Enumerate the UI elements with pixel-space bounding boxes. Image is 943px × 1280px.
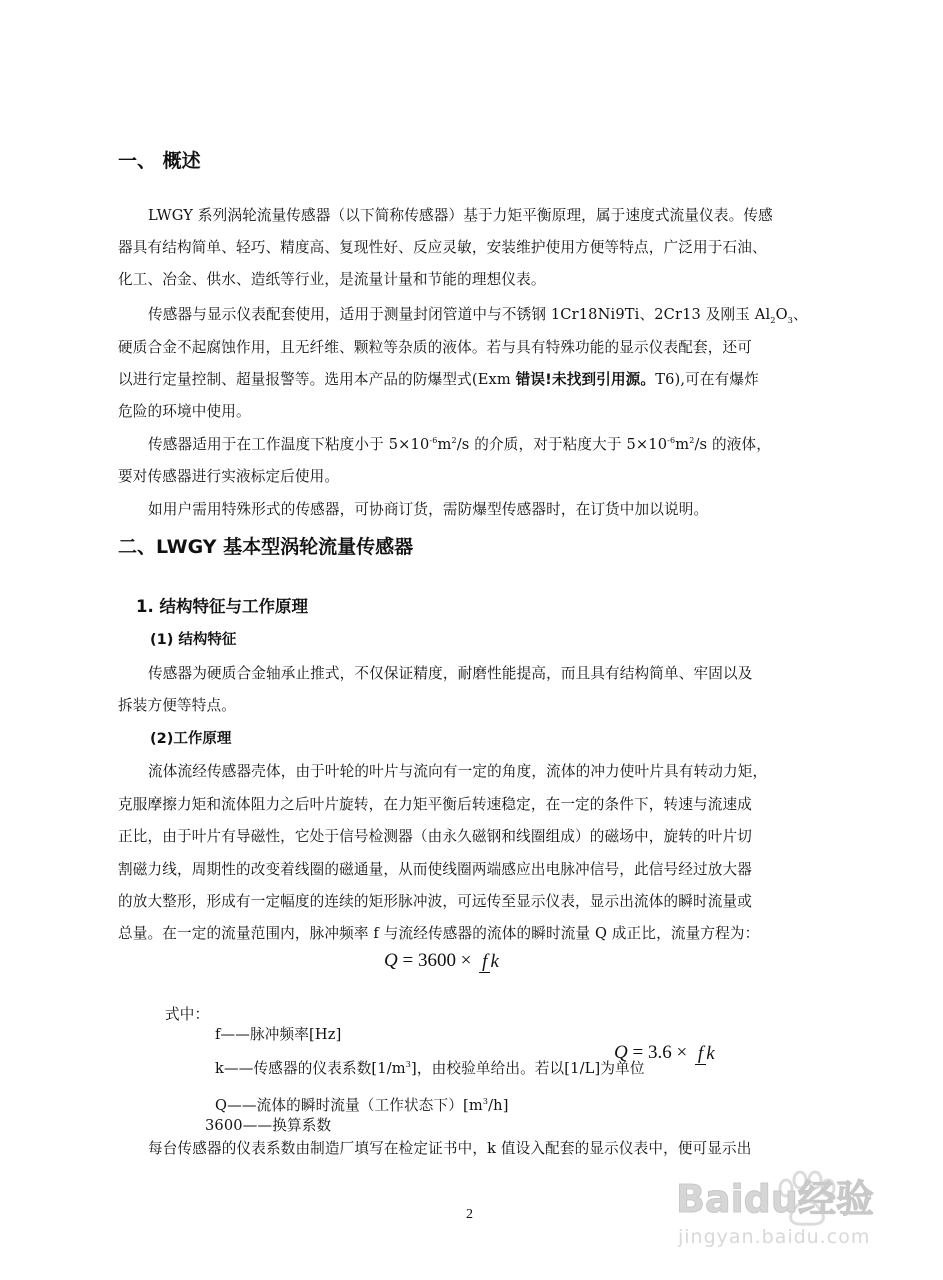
para-structure-line-1: 传感器为硬质合金轴承止推式，不仅保证精度，耐磨性能提高，而且具有结构简单、牢固以及	[148, 665, 753, 682]
where-label: 式中：	[165, 1006, 210, 1023]
reference-error-text: 错误!未找到引用源。	[515, 371, 656, 388]
para-viscosity-line-2: 要对传感器进行实液标定后使用。	[118, 468, 340, 485]
para-principle-line-4: 割磁力线，周期性的改变着线圈的磁通量，从而使线圈两端感应出电脉冲信号，此信号经过放大器	[118, 861, 752, 878]
para-overview-line-3: 化工、冶金、供水、造纸等行业，是流量计量和节能的理想仪表。	[118, 271, 546, 288]
para-principle-line-6: 总量。在一定的流量范围内，脉冲频率 f 与流经传感器的流体的瞬时流量 Q 成正比，流量方程为：	[118, 925, 760, 942]
section-1-heading: 一、 概述	[118, 150, 201, 172]
para-principle-line-1: 流体流经传感器壳体，由于叶轮的叶片与流向有一定的角度，流体的冲力使叶片具有转动力矩，	[148, 763, 768, 780]
para-application-line-4: 危险的环境中使用。	[118, 403, 251, 420]
para-principle-line-2: 克服摩擦力矩和流体阻力之后叶片旋转，在力矩平衡后转速稳定，在一定的条件下，转速与流速成	[118, 796, 752, 813]
def-3600: 3600——换算系数	[205, 1117, 332, 1134]
para-application-line-3: 以进行定量控制、超量报警等。选用本产品的防爆型式(Exm 错误!未找到引用源。T6),可在有爆炸	[118, 371, 759, 388]
para-principle-line-5: 的放大整形，形成有一定幅度的连续的矩形脉冲波，可远传至显示仪表，显示出流体的瞬时流量或	[118, 893, 752, 910]
para-special-order: 如用户需用特殊形式的传感器，可协商订货，需防爆型传感器时，在订货中加以说明。	[148, 501, 709, 518]
def-k: k——传感器的仪表系数$[1/m^3]$，由校验单给出。若以[1/L]为单位	[215, 1060, 645, 1077]
watermark-url: jingyan.baidu.com	[678, 1226, 871, 1248]
baidu-watermark	[668, 1160, 898, 1260]
def-f: f——脉冲频率[Hz]	[215, 1026, 342, 1043]
para-coefficient: 每台传感器的仪表系数由制造厂填写在检定证书中，k 值设入配套的显示仪表中，便可显示出	[148, 1140, 752, 1157]
page-number: 2	[466, 1207, 473, 1222]
para-application-line-2: 硬质合金不起腐蚀作用，且无纤维、颗粒等杂质的液体。若与具有特殊功能的显示仪表配套，还可	[118, 339, 752, 356]
section-2-heading: 二、LWGY 基本型涡轮流量传感器	[118, 536, 414, 558]
flow-equation-liter: Q = 3.6 × f k	[614, 1042, 715, 1064]
subsection-1-heading: 1. 结构特征与工作原理	[136, 597, 308, 616]
para-principle-line-3: 正比，由于叶片有导磁性，它处于信号检测器（由永久磁钢和线圈组成）的磁场中，旋转的叶片切	[118, 828, 752, 845]
para-structure-line-2: 拆装方便等特点。	[118, 697, 236, 714]
subsection-principle-heading: (2)工作原理	[150, 731, 232, 747]
para-viscosity-line-1: 传感器适用于在工作温度下粘度小于 $5\times 10^{-6}m^2/s$ 的介质，对于粘度大于 $5\times 10^{-6}m^2/s$ 的液体，	[148, 436, 771, 453]
para-application-line-1: 传感器与显示仪表配套使用，适用于测量封闭管道中与不锈钢 1Cr18Ni9Ti、2Cr13 及刚玉 $Al_2O_3$、	[148, 306, 808, 325]
def-q: Q——流体的瞬时流量（工作状态下）$[m^3/h]$	[215, 1097, 509, 1114]
subsection-structure-heading: (1) 结构特征	[150, 632, 237, 648]
para-overview-line-2: 器具有结构简单、轻巧、精度高、复现性好、反应灵敏，安装维护使用方便等特点，广泛用于石油、	[118, 239, 767, 256]
para-overview-line-1: LWGY 系列涡轮流量传感器（以下简称传感器）基于力矩平衡原理，属于速度式流量仪表。传感	[148, 207, 773, 224]
flow-equation: Q = 3600 × f k	[384, 950, 499, 972]
watermark-logo-text: Baidu经验	[676, 1177, 874, 1221]
